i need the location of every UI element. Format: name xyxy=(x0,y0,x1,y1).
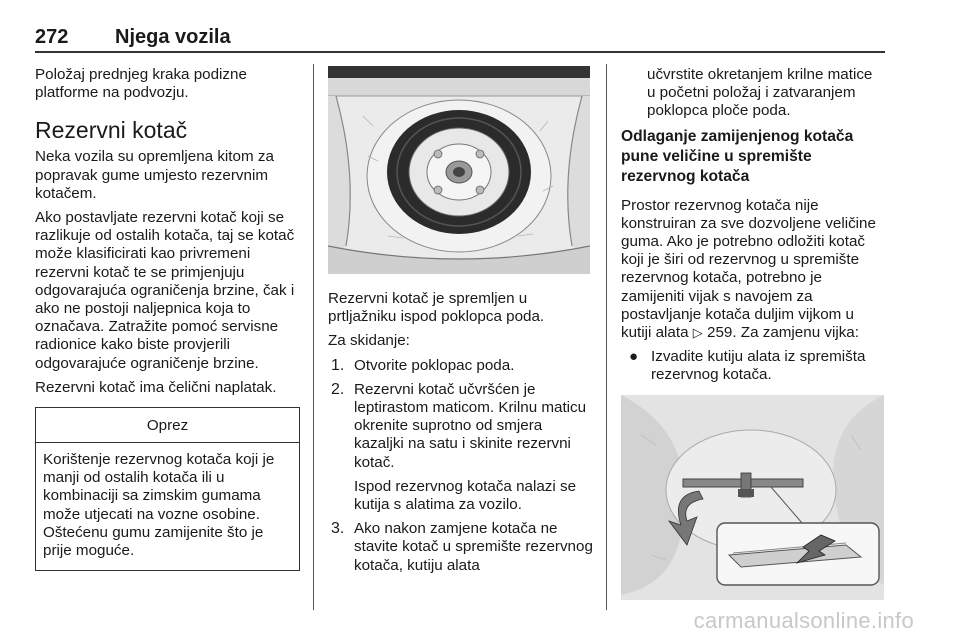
watermark: carmanualsonline.info xyxy=(693,608,914,633)
column-1 xyxy=(35,66,300,571)
list-item xyxy=(328,357,593,375)
step-continuation: učvrstite okretanjem krilne matice u početni položaj i zatvaranjem poklopca ploče poda. xyxy=(647,66,873,120)
paragraph xyxy=(621,197,885,343)
paragraph: Ako postavljate rezervni kotač koji se razlikuje od ostalih kotača, taj se kotač može klasificirati kao privremeni rezervni kotač te se primjenjuju odgovarajuća ograničenja brzine, čak i ako ne postoji naljepnica koja to označava. Zatražite pomoć servisne radionice kako biste provjerili odgovarajuće ograničenje brzine. xyxy=(35,209,295,372)
removal-steps xyxy=(328,357,593,575)
column-divider-1 xyxy=(313,64,314,610)
column-divider-2 xyxy=(606,64,607,610)
caution-box xyxy=(35,407,300,571)
step-text: Otvorite poklopac poda. xyxy=(354,356,515,374)
section-heading: Rezervni kotač xyxy=(35,117,188,144)
paragraph-text: Prostor rezervnog kotača nije konstruiran za sve dozvoljene veličine guma. Ako je potrebno odložiti kotač koji je širi od rezervnog u spremište rezervnog kotača, potrebno je zamijeniti vijak s navojem za postavljanje kotača duljim vijkom u kutiji alata xyxy=(621,196,876,342)
tool-box-illustration xyxy=(621,395,884,600)
column-3 xyxy=(621,66,885,600)
page-reference-icon: ▷ xyxy=(692,325,703,341)
bullet-icon: ● xyxy=(629,348,639,366)
caution-body: Korištenje rezervnog kotača koji je manji od ostalih kotača ili u kombinaciji sa zimskim gumama može utjecati na vozne osobine. Oštećenu gumu zamijenite što je prije moguće. xyxy=(43,451,275,560)
paragraph: Rezervni kotač ima čelični naplatak. xyxy=(35,378,277,396)
header-rule xyxy=(35,51,885,53)
paragraph-text: 259. Za zamjenu vijka: xyxy=(707,324,859,342)
page-number: 272 xyxy=(35,26,69,48)
column-2 xyxy=(328,66,593,581)
caution-title: Oprez xyxy=(36,408,299,443)
step-number: 2. xyxy=(331,380,345,398)
subsection-heading: Odlaganje zamijenjenog kotača pune veličine u spremište rezervnog kotača xyxy=(621,127,854,185)
chapter-title: Njega vozila xyxy=(115,26,231,48)
paragraph: Neka vozila su opremljena kitom za popravak gume umjesto rezervnim kotačem. xyxy=(35,148,274,202)
paragraph: Za skidanje: xyxy=(328,332,410,350)
list-item xyxy=(328,381,593,514)
page-header xyxy=(35,26,885,50)
step-number: 3. xyxy=(331,520,345,538)
step-text: Rezervni kotač učvršćen je leptirastom maticom. Krilnu maticu okrenite suprotno od smjera kazaljki na satu i skinite rezervni kotač. xyxy=(354,380,587,471)
spare-wheel-illustration xyxy=(328,66,590,274)
paragraph: Rezervni kotač je spremljen u prtljažniku ispod poklopca poda. xyxy=(328,290,545,326)
list-item xyxy=(621,348,885,384)
step-note: Ispod rezervnog kotača nalazi se kutija s alatima za vozilo. xyxy=(354,477,577,514)
list-item xyxy=(328,520,593,575)
intro-paragraph: Položaj prednjeg kraka podizne platforme na podvozju. xyxy=(35,66,247,102)
bullet-text: Izvadite kutiju alata iz spremišta rezervnog kotača. xyxy=(651,348,866,384)
step-text: Ako nakon zamjene kotača ne stavite kotač u spremište rezervnog kotača, kutiju alata xyxy=(354,520,593,574)
step-number: 1. xyxy=(331,356,345,374)
